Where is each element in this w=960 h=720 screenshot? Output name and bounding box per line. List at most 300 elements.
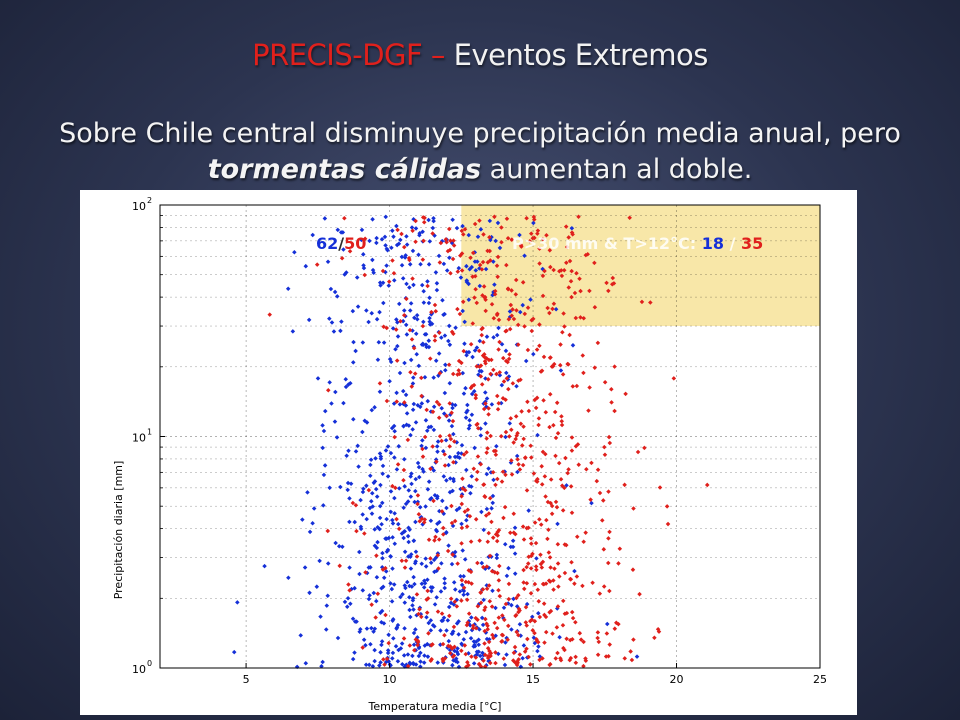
data-point-blue: [336, 228, 341, 233]
data-point-red: [455, 561, 460, 566]
data-point-blue: [412, 402, 417, 407]
data-point-red: [553, 656, 558, 661]
data-point-red: [607, 589, 612, 594]
data-point-red: [555, 401, 560, 406]
data-point-blue: [402, 457, 407, 462]
data-point-red: [575, 384, 580, 389]
data-point-red: [467, 611, 472, 616]
data-point-red: [337, 564, 342, 569]
data-point-red: [602, 547, 607, 552]
data-point-blue: [443, 368, 448, 373]
data-point-blue: [397, 486, 402, 491]
data-point-blue: [262, 564, 267, 569]
data-point-blue: [322, 429, 327, 434]
data-point-red: [630, 658, 635, 663]
data-point-blue: [390, 566, 395, 571]
total-red-count: 50: [344, 234, 367, 253]
data-point-blue: [444, 506, 449, 511]
data-point-blue: [503, 542, 508, 547]
data-point-red: [498, 594, 503, 599]
data-point-red: [460, 476, 465, 481]
data-point-blue: [407, 285, 412, 290]
data-point-red: [511, 381, 516, 386]
data-point-blue: [500, 383, 505, 388]
data-point-red: [570, 435, 575, 440]
data-point-blue: [442, 576, 447, 581]
data-point-blue: [481, 528, 486, 533]
data-point-blue: [412, 538, 417, 543]
x-tick-label: 5: [242, 673, 250, 686]
data-point-blue: [535, 649, 540, 654]
data-point-red: [559, 419, 564, 424]
data-point-blue: [362, 266, 367, 271]
data-point-blue: [412, 643, 417, 648]
data-point-blue: [427, 262, 432, 267]
data-point-red: [492, 621, 497, 626]
data-point-blue: [463, 386, 468, 391]
data-point-red: [474, 393, 479, 398]
data-point-red: [510, 472, 515, 477]
data-point-blue: [461, 592, 466, 597]
data-point-blue: [392, 496, 397, 501]
data-point-blue: [409, 358, 414, 363]
y-tick-label: 10: [132, 431, 146, 445]
data-point-red: [385, 399, 390, 404]
data-point-red: [584, 467, 589, 472]
data-point-blue: [364, 308, 369, 313]
data-point-blue: [469, 474, 474, 479]
data-point-red: [456, 368, 461, 373]
data-point-red: [529, 566, 534, 571]
data-point-red: [387, 279, 392, 284]
data-point-red: [459, 598, 464, 603]
data-point-blue: [232, 650, 237, 655]
data-point-blue: [418, 262, 423, 267]
data-point-blue: [509, 627, 514, 632]
data-point-blue: [379, 643, 384, 648]
data-point-blue: [534, 556, 539, 561]
data-point-blue: [387, 379, 392, 384]
data-point-blue: [424, 564, 429, 569]
x-tick-label: 25: [813, 673, 827, 686]
data-point-blue: [326, 259, 331, 264]
data-point-red: [583, 530, 588, 535]
data-point-blue: [408, 308, 413, 313]
data-point-blue: [472, 661, 477, 666]
data-point-blue: [374, 599, 379, 604]
data-point-red: [410, 228, 415, 233]
data-point-red: [362, 273, 367, 278]
data-point-red: [362, 531, 367, 536]
y-tick-label: 10: [132, 663, 146, 676]
data-point-red: [596, 630, 601, 635]
data-point-blue: [424, 418, 429, 423]
data-point-blue: [362, 637, 367, 642]
data-point-red: [565, 471, 570, 476]
data-point-blue: [418, 659, 423, 664]
data-point-blue: [408, 615, 413, 620]
data-point-red: [556, 561, 561, 566]
data-point-blue: [317, 559, 322, 564]
data-point-red: [516, 462, 521, 467]
data-point-red: [556, 584, 561, 589]
data-point-blue: [504, 349, 509, 354]
data-point-blue: [439, 335, 444, 340]
data-point-blue: [380, 551, 385, 556]
data-point-red: [439, 439, 444, 444]
data-point-red: [455, 307, 460, 312]
data-point-red: [523, 456, 528, 461]
data-point-red: [503, 505, 508, 510]
data-point-blue: [444, 438, 449, 443]
data-point-blue: [555, 522, 560, 527]
total-blue-count: 62: [316, 234, 339, 253]
data-point-blue: [502, 605, 507, 610]
data-point-blue: [428, 239, 433, 244]
data-point-blue: [396, 659, 401, 664]
data-point-blue: [367, 239, 372, 244]
data-point-red: [413, 239, 418, 244]
data-point-blue: [469, 636, 474, 641]
data-point-blue: [431, 375, 436, 380]
data-point-blue: [442, 586, 447, 591]
data-point-blue: [380, 556, 385, 561]
data-point-red: [472, 467, 477, 472]
data-point-blue: [303, 565, 308, 570]
data-point-red: [618, 546, 623, 551]
data-point-blue: [383, 215, 388, 220]
data-point-blue: [368, 642, 373, 647]
data-point-red: [448, 271, 453, 276]
data-point-blue: [526, 508, 531, 513]
data-point-red: [533, 582, 538, 587]
data-point-red: [381, 657, 386, 662]
data-point-blue: [325, 603, 330, 608]
data-point-blue: [507, 421, 512, 426]
data-point-red: [430, 444, 435, 449]
data-point-red: [369, 602, 374, 607]
data-point-red: [410, 337, 415, 342]
box-condition-label: P>30 mm & T>12°C:: [512, 234, 697, 253]
data-point-blue: [424, 446, 429, 451]
data-point-blue: [409, 494, 414, 499]
data-point-red: [410, 276, 415, 281]
data-point-blue: [470, 355, 475, 360]
data-point-red: [514, 414, 519, 419]
data-point-blue: [419, 561, 424, 566]
data-point-blue: [378, 516, 383, 521]
data-point-blue: [401, 536, 406, 541]
data-point-blue: [364, 517, 369, 522]
data-point-red: [534, 541, 539, 546]
data-point-red: [672, 376, 677, 381]
data-point-blue: [496, 326, 501, 331]
data-point-blue: [489, 506, 494, 511]
data-point-blue: [392, 278, 397, 283]
data-point-red: [612, 409, 617, 414]
data-point-blue: [378, 389, 383, 394]
data-point-red: [447, 614, 452, 619]
data-point-red: [595, 636, 600, 641]
data-point-blue: [315, 584, 320, 589]
data-point-blue: [447, 605, 452, 610]
data-point-blue: [401, 389, 406, 394]
data-point-red: [590, 581, 595, 586]
data-point-blue: [434, 358, 439, 363]
data-point-red: [500, 479, 505, 484]
data-point-blue: [409, 301, 414, 306]
data-point-red: [613, 626, 618, 631]
data-point-red: [606, 561, 611, 566]
data-point-blue: [372, 591, 377, 596]
data-point-red: [528, 662, 533, 667]
data-point-blue: [557, 635, 562, 640]
data-point-red: [525, 637, 530, 642]
data-point-blue: [384, 448, 389, 453]
data-point-blue: [375, 317, 380, 322]
data-point-red: [433, 338, 438, 343]
data-point-red: [596, 468, 601, 473]
y-tick-label: 10: [132, 200, 146, 213]
data-point-blue: [386, 444, 391, 449]
box-events-annotation: [512, 234, 763, 253]
data-point-red: [608, 441, 613, 446]
data-point-blue: [341, 401, 346, 406]
data-point-blue: [340, 544, 345, 549]
data-point-red: [456, 269, 461, 274]
data-point-red: [532, 471, 537, 476]
box-blue-count: 18: [701, 234, 724, 253]
data-point-red: [568, 577, 573, 582]
data-point-blue: [377, 340, 382, 345]
data-point-red: [546, 527, 551, 532]
data-point-blue: [431, 219, 436, 224]
data-point-red: [551, 587, 556, 592]
data-point-red: [539, 522, 544, 527]
data-point-blue: [414, 420, 419, 425]
data-point-blue: [483, 421, 488, 426]
data-point-blue: [379, 522, 384, 527]
data-point-blue: [323, 409, 328, 414]
data-point-blue: [375, 540, 380, 545]
data-point-blue: [559, 368, 564, 373]
data-point-blue: [333, 419, 338, 424]
data-point-blue: [423, 375, 428, 380]
data-point-blue: [411, 375, 416, 380]
data-point-red: [437, 537, 442, 542]
data-point-red: [484, 450, 489, 455]
data-point-red: [607, 435, 612, 440]
data-point-blue: [429, 589, 434, 594]
data-point-red: [390, 258, 395, 263]
data-point-blue: [442, 262, 447, 267]
data-point-red: [436, 609, 441, 614]
data-point-red: [572, 581, 577, 586]
data-point-blue: [460, 548, 465, 553]
data-point-blue: [408, 262, 413, 267]
data-point-blue: [351, 657, 356, 662]
data-point-red: [518, 652, 523, 657]
data-point-blue: [420, 438, 425, 443]
data-point-blue: [391, 651, 396, 656]
data-point-blue: [398, 402, 403, 407]
data-point-red: [378, 381, 383, 386]
data-point-red: [395, 358, 400, 363]
data-point-blue: [518, 622, 523, 627]
data-point-blue: [503, 663, 508, 668]
data-point-blue: [372, 405, 377, 410]
data-point-blue: [369, 499, 374, 504]
data-point-red: [419, 376, 424, 381]
data-point-blue: [513, 571, 518, 576]
data-point-red: [538, 553, 543, 558]
data-point-red: [476, 454, 481, 459]
data-point-blue: [433, 602, 438, 607]
data-point-blue: [316, 376, 321, 381]
data-point-red: [545, 537, 550, 542]
data-point-blue: [333, 290, 338, 295]
data-point-blue: [413, 520, 418, 525]
data-point-blue: [465, 403, 470, 408]
data-point-red: [421, 454, 426, 459]
data-point-blue: [380, 639, 385, 644]
data-point-red: [496, 401, 501, 406]
data-point-blue: [390, 228, 395, 233]
data-point-red: [561, 508, 566, 513]
data-point-red: [564, 637, 569, 642]
data-point-blue: [522, 643, 527, 648]
data-point-red: [556, 431, 561, 436]
data-point-blue: [490, 588, 495, 593]
data-point-blue: [409, 566, 414, 571]
data-point-red: [596, 652, 601, 657]
data-point-blue: [292, 250, 297, 255]
data-point-blue: [361, 490, 366, 495]
data-point-blue: [365, 626, 370, 631]
data-point-blue: [235, 600, 240, 605]
data-point-blue: [490, 501, 495, 506]
data-point-blue: [304, 661, 309, 666]
data-point-red: [376, 592, 381, 597]
data-point-blue: [443, 333, 448, 338]
data-point-blue: [310, 233, 315, 238]
data-point-red: [529, 591, 534, 596]
data-point-red: [427, 537, 432, 542]
data-point-blue: [368, 463, 373, 468]
data-point-blue: [464, 415, 469, 420]
subtitle-text-end: aumentan al doble.: [481, 154, 753, 185]
data-point-blue: [439, 589, 444, 594]
data-point-red: [515, 457, 520, 462]
data-point-red: [541, 398, 546, 403]
data-point-blue: [436, 439, 441, 444]
data-point-blue: [286, 286, 291, 291]
data-point-red: [593, 365, 598, 370]
data-point-blue: [323, 463, 328, 468]
slide-title: [0, 38, 960, 72]
data-point-red: [497, 564, 502, 569]
data-point-red: [598, 491, 603, 496]
data-point-red: [534, 568, 539, 573]
data-point-blue: [417, 364, 422, 369]
data-point-red: [571, 384, 576, 389]
data-point-red: [521, 424, 526, 429]
chart-panel: [80, 190, 857, 715]
data-point-red: [501, 516, 506, 521]
data-point-blue: [536, 611, 541, 616]
data-point-red: [497, 615, 502, 620]
data-point-blue: [339, 319, 344, 324]
data-point-blue: [375, 575, 380, 580]
data-point-red: [447, 363, 452, 368]
data-point-red: [559, 477, 564, 482]
data-point-red: [477, 538, 482, 543]
data-point-red: [432, 538, 437, 543]
data-point-blue: [396, 334, 401, 339]
data-point-blue: [375, 494, 380, 499]
data-point-blue: [327, 486, 332, 491]
data-point-red: [438, 260, 443, 265]
data-point-red: [440, 611, 445, 616]
data-point-red: [488, 599, 493, 604]
data-point-red: [383, 613, 388, 618]
data-point-blue: [391, 636, 396, 641]
data-point-red: [527, 409, 532, 414]
data-point-red: [575, 534, 580, 539]
data-point-blue: [310, 521, 315, 526]
data-point-blue: [479, 433, 484, 438]
data-point-red: [491, 535, 496, 540]
data-point-blue: [425, 279, 430, 284]
data-point-blue: [504, 652, 509, 657]
data-point-blue: [468, 491, 473, 496]
y-tick-exponent: 2: [147, 196, 153, 205]
data-point-blue: [605, 622, 610, 627]
data-point-blue: [370, 258, 375, 263]
data-point-red: [525, 581, 530, 586]
data-point-blue: [372, 648, 377, 653]
data-point-red: [595, 479, 600, 484]
data-point-red: [421, 257, 426, 262]
data-point-red: [501, 356, 506, 361]
data-point-blue: [406, 488, 411, 493]
data-point-blue: [446, 543, 451, 548]
slide-subtitle: [40, 116, 920, 188]
data-point-blue: [432, 404, 437, 409]
data-point-red: [424, 408, 429, 413]
data-point-blue: [368, 474, 373, 479]
data-point-blue: [386, 474, 391, 479]
data-point-blue: [333, 541, 338, 546]
data-point-red: [459, 541, 464, 546]
data-point-blue: [351, 417, 356, 422]
data-point-red: [586, 408, 591, 413]
data-point-blue: [307, 591, 312, 596]
data-point-blue: [432, 428, 437, 433]
data-point-red: [495, 539, 500, 544]
data-point-red: [534, 406, 539, 411]
data-point-blue: [382, 575, 387, 580]
data-point-blue: [345, 488, 350, 493]
data-point-blue: [345, 604, 350, 609]
data-point-red: [547, 425, 552, 430]
data-point-blue: [446, 339, 451, 344]
data-point-blue: [370, 511, 375, 516]
data-point-red: [601, 498, 606, 503]
data-point-red: [508, 416, 513, 421]
data-point-red: [503, 473, 508, 478]
data-point-red: [606, 489, 611, 494]
